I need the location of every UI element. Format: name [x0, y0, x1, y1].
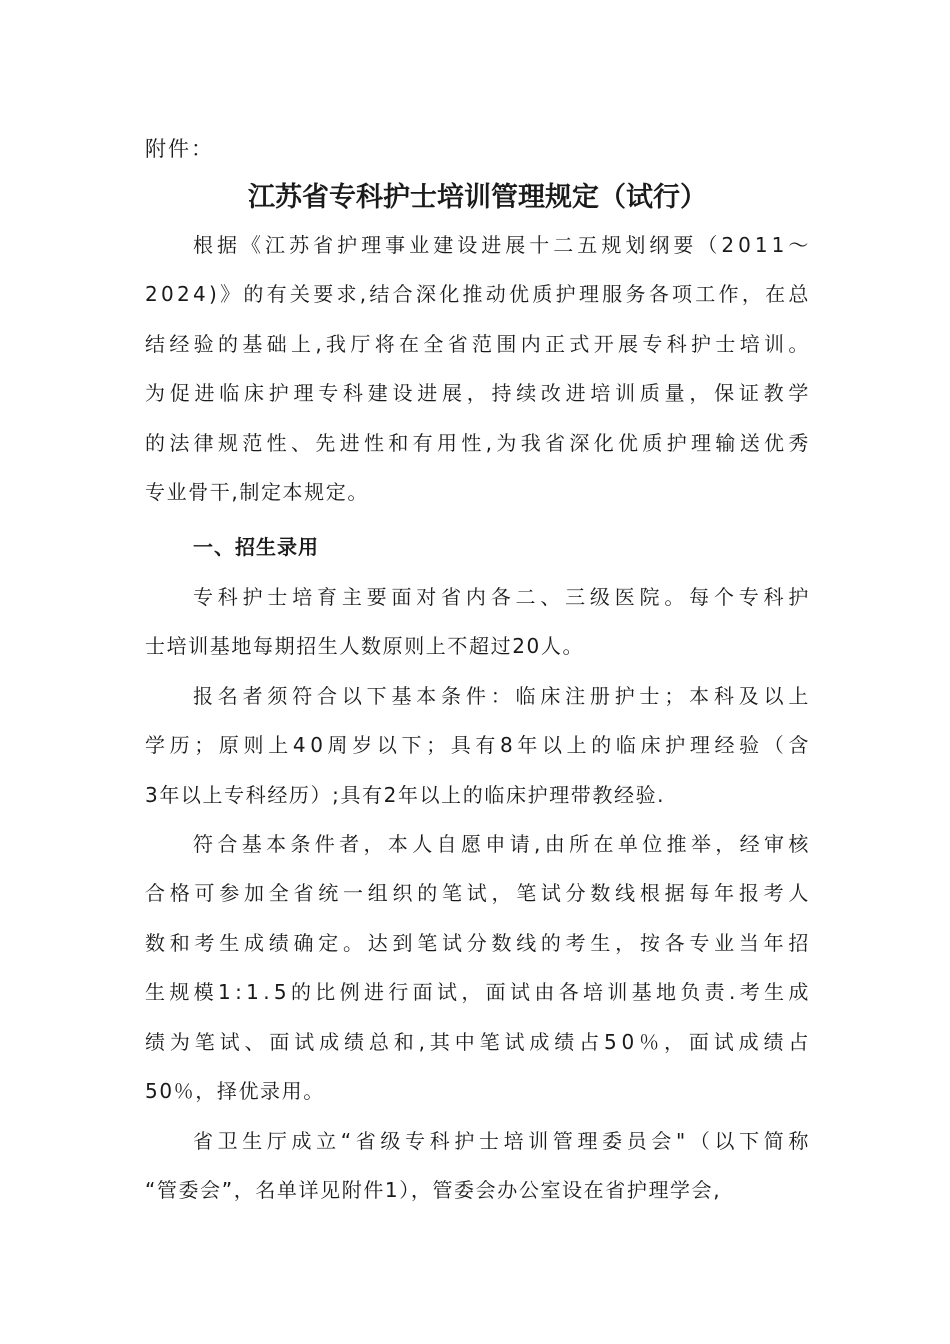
text-line: 生规模1:1.5的比例进行面试，面试由各培训基地负责.考生成 [145, 980, 813, 1005]
text-line: 数和考生成绩确定。达到笔试分数线的考生，按各专业当年招 [145, 930, 814, 955]
text-line: 学历；原则上40周岁以下；具有8年以上的临床护理经验（含 [145, 733, 814, 758]
text-line: 的法律规范性、先进性和有用性,为我省深化优质护理输送优秀 [145, 430, 813, 455]
section-heading: 一、招生录用 [193, 535, 319, 559]
text-line: 士培训基地每期招生人数原则上不超过20人。 [145, 634, 585, 659]
text-line: 50％，择优录用。 [145, 1079, 325, 1104]
text-line: 3年以上专科经历）;具有2年以上的临床护理带教经验. [145, 782, 666, 807]
text-line: 绩为笔试、面试成绩总和,其中笔试成绩占50％，面试成绩占 [145, 1029, 814, 1054]
text-line: 报名者须符合以下基本条件：临床注册护士；本科及以上 [193, 684, 814, 708]
enrollment-scope-paragraph [145, 573, 814, 672]
text-line: 2024)》的有关要求,结合深化推动优质护理服务各项工作，在总 [145, 282, 812, 307]
text-line: 符合基本条件者，本人自愿申请,由所在单位推举，经审核 [193, 832, 813, 856]
selection-paragraph [145, 820, 814, 1116]
document-title: 江苏省专科护士培训管理规定（试行） [248, 182, 707, 213]
attachment-label: 附件： [145, 137, 214, 161]
text-line: 根据《江苏省护理事业建设进展十二五规划纲要（2011～ [193, 233, 813, 257]
committee-paragraph [145, 1117, 814, 1216]
text-line: 合格可参加全省统一组织的笔试，笔试分数线根据每年报考人 [145, 881, 814, 906]
text-line: 专科护士培育主要面对省内各二、三级医院。每个专科护 [193, 585, 814, 609]
text-line: “管委会”，名单详见附件1），管委会办公室设在省护理学会, [145, 1178, 722, 1203]
text-line: 结经验的基础上,我厅将在全省范围内正式开展专科护士培训。 [145, 331, 813, 356]
intro-paragraph [145, 221, 814, 517]
text-line: 专业骨干,制定本规定。 [145, 480, 369, 505]
eligibility-paragraph [145, 672, 814, 820]
text-line: 为促进临床护理专科建设进展，持续改进培训质量，保证教学 [145, 381, 814, 406]
text-line: 省卫生厅成立“省级专科护士培训管理委员会"（以下简称 [193, 1129, 814, 1153]
